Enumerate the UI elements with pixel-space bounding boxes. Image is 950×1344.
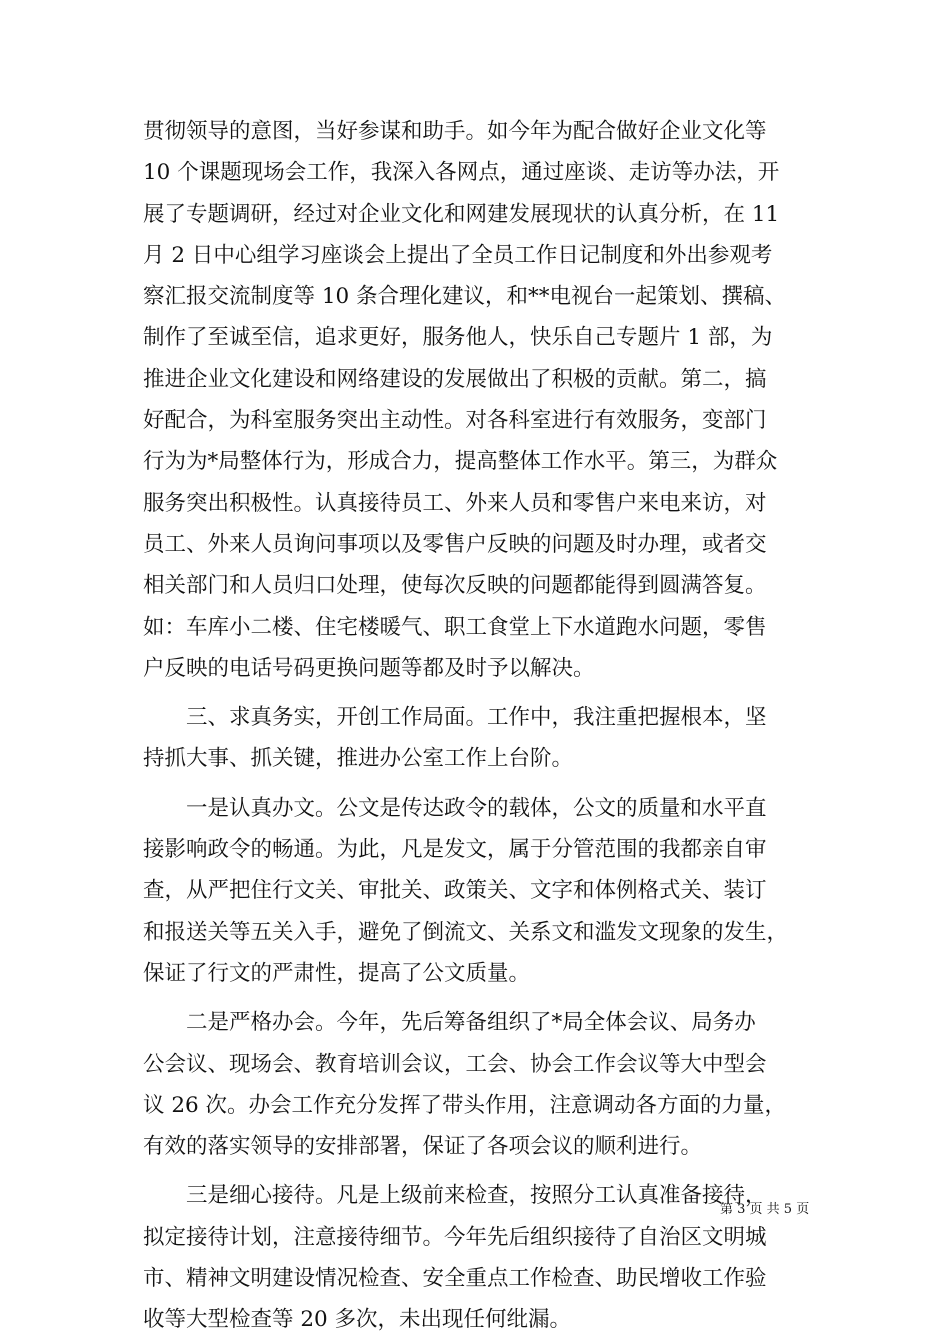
text-line: 二是严格办会。今年，先后筹备组织了*局全体会议、局务办 bbox=[143, 1010, 756, 1036]
text-line: 察汇报交流制度等 10 条合理化建议，和**电视台一起策划、撰稿、 bbox=[143, 284, 787, 310]
text-line: 和报送关等五关入手，避免了倒流文、关系文和滥发文现象的发生， bbox=[143, 919, 789, 945]
text-line: 员工、外来人员询问事项以及零售户反映的问题及时办理，或者交 bbox=[143, 531, 767, 557]
text-line: 拟定接待计划，注意接待细节。今年先后组织接待了自治区文明城 bbox=[143, 1224, 767, 1250]
text-line: 一是认真办文。公文是传达政令的载体，公文的质量和水平直 bbox=[143, 795, 767, 821]
paragraph-3 bbox=[143, 788, 823, 994]
text-line: 市、精神文明建设情况检查、安全重点工作检查、助民增收工作验 bbox=[143, 1266, 767, 1292]
text-line: 接影响政令的畅通。为此，凡是发文，属于分管范围的我都亲自审 bbox=[143, 837, 767, 863]
document-body bbox=[143, 111, 823, 1341]
paragraph-4 bbox=[143, 1002, 823, 1167]
text-line: 相关部门和人员归口处理，使每次反映的问题都能得到圆满答复。 bbox=[143, 573, 767, 599]
paragraph-spacer bbox=[143, 780, 823, 788]
text-line: 行为为*局整体行为，形成合力，提高整体工作水平。第三，为群众 bbox=[143, 449, 778, 475]
text-line: 制作了至诚至信，追求更好，服务他人，快乐自己专题片 1 部，为 bbox=[143, 325, 773, 351]
paragraph-spacer bbox=[143, 689, 823, 697]
paragraph-spacer bbox=[143, 1167, 823, 1175]
paragraph-spacer bbox=[143, 994, 823, 1002]
text-line: 有效的落实领导的安排部署，保证了各项会议的顺利进行。 bbox=[143, 1134, 703, 1160]
text-line: 服务突出积极性。认真接待员工、外来人员和零售户来电来访，对 bbox=[143, 490, 767, 516]
text-line: 月 2 日中心组学习座谈会上提出了全员工作日记制度和外出参观考 bbox=[143, 242, 773, 268]
text-line: 展了专题调研，经过对企业文化和网建发展现状的认真分析，在 11 bbox=[143, 201, 780, 227]
text-line: 户反映的电话号码更换问题等都及时予以解决。 bbox=[143, 655, 595, 681]
text-line: 议 26 次。办会工作充分发挥了带头作用，注意调动各方面的力量， bbox=[143, 1092, 787, 1118]
text-line: 保证了行文的严肃性，提高了公文质量。 bbox=[143, 960, 531, 986]
text-line: 三、求真务实，开创工作局面。工作中，我注重把握根本，坚 bbox=[143, 705, 767, 731]
text-line: 贯彻领导的意图，当好参谋和助手。如今年为配合做好企业文化等 bbox=[143, 119, 767, 144]
text-line: 公会议、现场会、教育培训会议，工会、协会工作会议等大中型会 bbox=[143, 1051, 767, 1077]
text-line: 查，从严把住行文关、审批关、政策关、文字和体例格式关、装订 bbox=[143, 878, 767, 904]
text-line: 10 个课题现场会工作，我深入各网点，通过座谈、走访等办法，开 bbox=[143, 160, 780, 186]
text-line: 持抓大事、抓关键，推进办公室工作上台阶。 bbox=[143, 746, 574, 772]
text-line: 如：车库小二楼、住宅楼暖气、职工食堂上下水道跑水问题，零售 bbox=[143, 614, 767, 640]
paragraph-2 bbox=[143, 697, 823, 780]
text-line: 三是细心接待。凡是上级前来检查，按照分工认真准备接待， bbox=[143, 1183, 767, 1209]
text-line: 好配合，为科室服务突出主动性。对各科室进行有效服务，变部门 bbox=[143, 408, 767, 434]
text-line: 收等大型检查等 20 多次，未出现任何纰漏。 bbox=[143, 1307, 572, 1333]
text-line: 推进企业文化建设和网络建设的发展做出了积极的贡献。第二，搞 bbox=[143, 366, 767, 392]
page-number: 第 3 页 共 5 页 bbox=[720, 1202, 810, 1217]
paragraph-1 bbox=[143, 111, 823, 689]
